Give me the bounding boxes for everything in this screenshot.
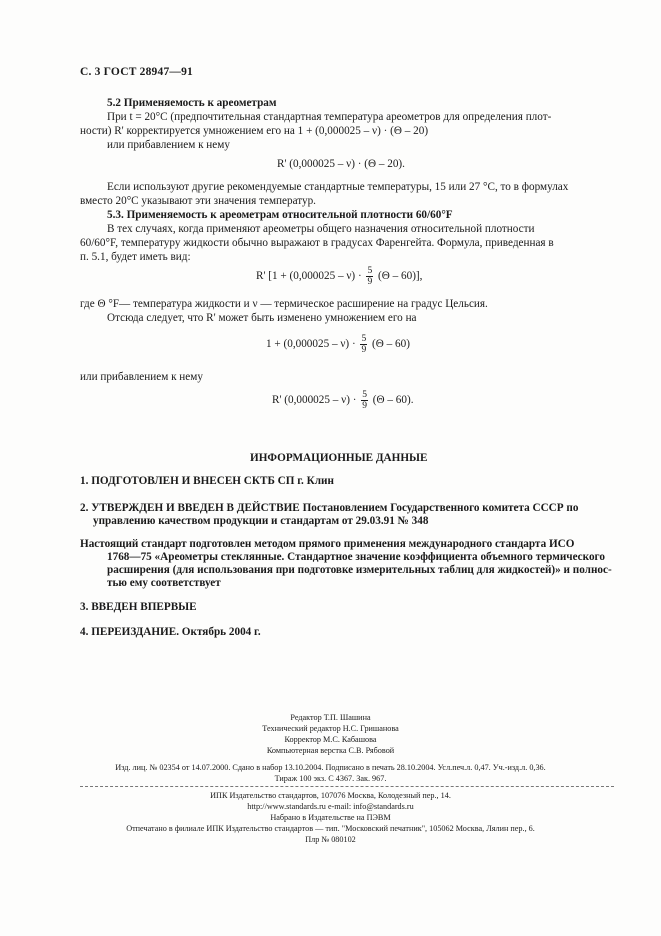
s53-formula-2 — [266, 334, 410, 355]
s53-hence-line: Отсюда следует, что R' может быть изменено умножением его на — [107, 312, 417, 324]
fraction-numerator: 5 — [362, 390, 367, 400]
imprint-line: Тираж 100 экз. С 4367. Зак. 967. — [274, 774, 387, 783]
info-note-line: тью ему соответствует — [107, 577, 221, 589]
fraction-denominator: 9 — [361, 345, 367, 355]
s52-paragraph-line: ности) R' корректируется умножением его на 1 + (0,000025 – ν) · (Θ – 20) — [80, 125, 429, 137]
s53-paragraph-line: п. 5.1, будет иметь вид: — [80, 251, 191, 263]
info-note-line: 1768—75 «Ареометры стеклянные. Стандартное значение коэффициента объемного термического — [107, 551, 605, 563]
credit-tech-editor: Технический редактор Н.С. Гришанова — [262, 724, 399, 733]
formula-2-left: 1 + (0,000025 – ν) · — [266, 338, 356, 351]
info-note-line: Настоящий стандарт подготовлен методом прямого применения международного стандарта ИСО — [80, 538, 575, 550]
s53-where-line: где Θ °F— температура жидкости и ν — термическое расширение на градус Цельсия. — [80, 298, 488, 310]
info-note-line: расширения (для использования при подготовке измерительных таблиц для жидкостей)» и полнос- — [107, 564, 612, 576]
s53-or-add-line: или прибавлением к нему — [80, 371, 203, 383]
page-header: С. 3 ГОСТ 28947—91 — [80, 66, 193, 78]
s53-formula-1 — [256, 266, 422, 287]
imprint-line: http://www.standards.ru e-mail: info@standards.ru — [247, 802, 414, 811]
imprint-divider — [80, 786, 614, 787]
imprint-line: Изд. лиц. № 02354 от 14.07.2000. Сдано в набор 13.10.2004. Подписано в печать 28.10.2004. Усл.печ.л. 0,47. Уч.-изд.л. 0,36. — [115, 763, 546, 772]
section-5-3-title: 5.3. Применяемость к ареометрам относительной плотности 60/60°F — [107, 209, 453, 221]
fraction-numerator: 5 — [367, 266, 373, 276]
fraction-5-9 — [366, 266, 373, 287]
formula-3-left: R' (0,000025 – ν) · — [272, 394, 357, 407]
imprint-line: Плр № 080102 — [305, 835, 356, 844]
fraction-denominator: 9 — [367, 277, 373, 287]
formula-1-left: R' [1 + (0,000025 – ν) · — [256, 270, 362, 283]
s53-paragraph-line: В тех случаях, когда применяют ареометры общего назначения относительной плотности — [107, 223, 535, 235]
s52-paragraph-line: Если используют другие рекомендуемые стандартные температуры, 15 или 27 °С, то в формулах — [107, 181, 569, 193]
info-item-2-line: 2. УТВЕРЖДЕН И ВВЕДЕН В ДЕЙСТВИЕ Постановлением Государственного комитета СССР по — [80, 502, 579, 514]
fraction-numerator: 5 — [361, 334, 367, 344]
info-item-4: 4. ПЕРЕИЗДАНИЕ. Октябрь 2004 г. — [80, 626, 261, 638]
imprint-line: ИПК Издательство стандартов, 107076 Москва, Колодезный пер., 14. — [210, 791, 451, 800]
credit-editor: Редактор Т.П. Шашина — [290, 713, 371, 722]
info-item-1: 1. ПОДГОТОВЛЕН И ВНЕСЕН СКТБ СП г. Клин — [80, 475, 334, 487]
formula-2-right: (Θ – 60) — [372, 338, 410, 351]
formula-1-right: (Θ – 60)], — [378, 270, 423, 283]
fraction-denominator: 9 — [362, 401, 367, 411]
imprint-line: Набрано в Издательстве на ПЭВМ — [270, 813, 391, 822]
s52-formula: R' (0,000025 – ν) · (Θ – 20). — [277, 158, 405, 170]
fraction-5-9 — [361, 390, 368, 411]
info-item-2-line: управлению качеством продукции и стандартам от 29.03.91 № 348 — [93, 515, 429, 527]
credit-layout: Компьютерная верстка С.В. Рябовой — [266, 746, 395, 755]
s53-formula-3 — [272, 390, 414, 411]
s52-paragraph-line: вместо 20°С указывают эти значения температур. — [80, 195, 316, 207]
section-5-2-title: 5.2 Применяемость к ареометрам — [107, 97, 277, 109]
info-item-3: 3. ВВЕДЕН ВПЕРВЫЕ — [80, 601, 197, 613]
s52-paragraph-line: или прибавлением к нему — [107, 139, 230, 151]
s53-paragraph-line: 60/60°F, температуру жидкости обычно выражают в градусах Фаренгейта. Формула, приведенная в — [80, 237, 554, 249]
info-title: ИНФОРМАЦИОННЫЕ ДАННЫЕ — [250, 452, 428, 464]
credit-corrector: Корректор М.С. Кабашова — [284, 735, 377, 744]
s52-paragraph-line: При t = 20°С (предпочтительная стандартная температура ареометров для определения плот- — [107, 111, 552, 123]
formula-3-right: (Θ – 60). — [372, 394, 414, 407]
imprint-line: Отпечатано в филиале ИПК Издательство стандартов — тип. "Московский печатник", 105062 Москва, Лялин пер., 6. — [126, 824, 535, 833]
fraction-5-9 — [360, 334, 367, 355]
